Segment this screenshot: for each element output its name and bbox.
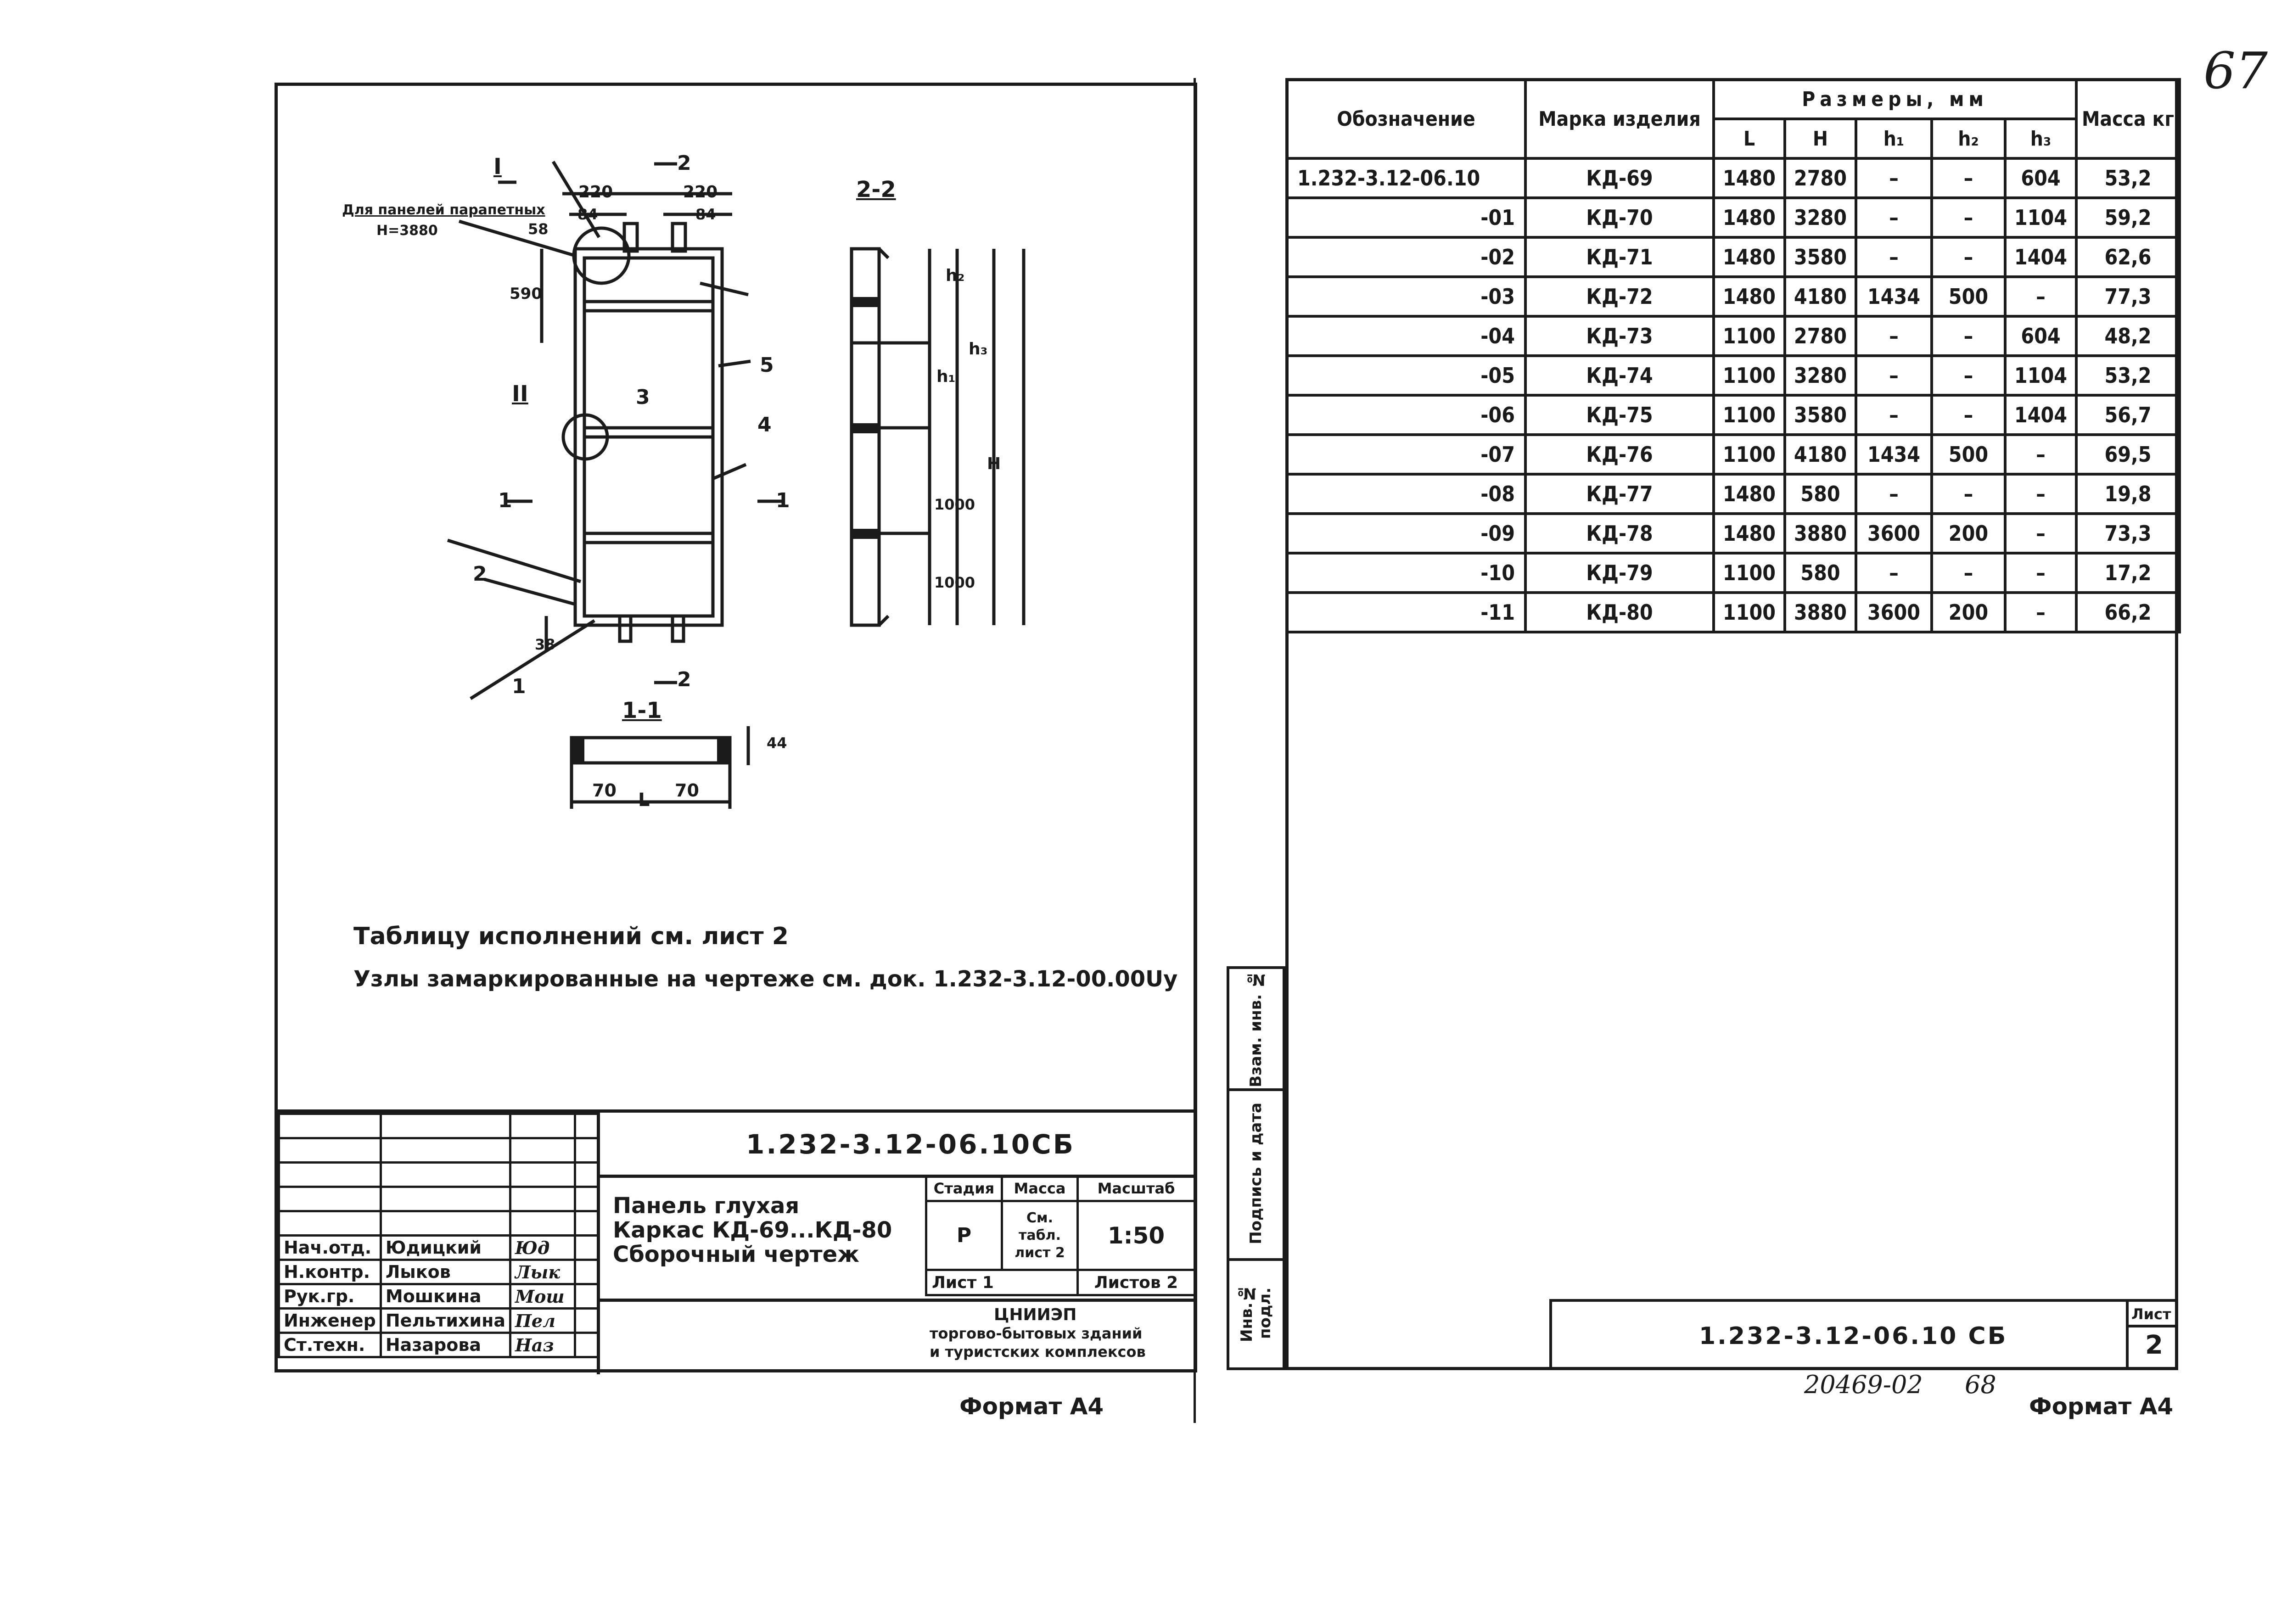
table-cell: 1104 — [2005, 198, 2076, 237]
table-cell: КД-77 — [1525, 474, 1714, 514]
table-cell: -11 — [1287, 593, 1525, 632]
signer-name: Юдицкий — [381, 1236, 510, 1260]
signer-name: Лыков — [381, 1260, 510, 1284]
table-cell: 48,2 — [2076, 316, 2180, 356]
table-cell: – — [2005, 474, 2076, 514]
table-cell: 604 — [2005, 158, 2076, 198]
node-label-I: I — [493, 154, 502, 179]
table-cell: 1480 — [1714, 198, 1785, 237]
table-cell: 4180 — [1785, 277, 1856, 316]
header-sizes: Размеры, мм — [1714, 79, 2076, 119]
table-cell: 2780 — [1785, 158, 1856, 198]
signer-signature: Мош — [510, 1284, 575, 1309]
table-cell: 3580 — [1785, 395, 1856, 435]
table-cell: КД-69 — [1525, 158, 1714, 198]
archive-number: 20469-02 — [1804, 1370, 1923, 1399]
table-cell: КД-70 — [1525, 198, 1714, 237]
table-cell: 62,6 — [2076, 237, 2180, 277]
drawing-title-line-2: Каркас КД-69...КД-80 — [613, 1217, 892, 1243]
table-cell: 2780 — [1785, 316, 1856, 356]
drawing-title-line-3: Сборочный чертеж — [613, 1242, 859, 1267]
table-cell: 1434 — [1856, 435, 1932, 474]
table-row — [1287, 158, 2180, 198]
archive-page: 68 — [1965, 1370, 1996, 1399]
dim-84-left: 84 — [577, 206, 598, 223]
right-stamp-code: 1.232-3.12-06.10 СБ — [1699, 1322, 2008, 1350]
table-cell: – — [1932, 474, 2005, 514]
table-cell: – — [1856, 553, 1932, 593]
scale-label: Масштаб — [1078, 1176, 1195, 1201]
drawing-code: 1.232-3.12-06.10СБ — [746, 1129, 1075, 1160]
table-row — [1287, 356, 2180, 395]
dim-h3: h₃ — [969, 340, 988, 358]
signer-row — [279, 1333, 598, 1357]
table-cell: 1480 — [1714, 277, 1785, 316]
dim-70-left: 70 — [592, 780, 617, 801]
header-mark: Марка изделия — [1525, 79, 1714, 158]
dim-1000-upper: 1000 — [934, 496, 975, 513]
table-cell: -01 — [1287, 198, 1525, 237]
table-cell: -06 — [1287, 395, 1525, 435]
org-line-2: торгово-бытовых зданий — [930, 1325, 1143, 1342]
table-cell: 1480 — [1714, 514, 1785, 553]
dim-H: H — [987, 454, 1001, 473]
table-cell: 1480 — [1714, 237, 1785, 277]
table-cell: 1480 — [1714, 474, 1785, 514]
signer-signature: Юд — [510, 1236, 575, 1260]
table-cell: -05 — [1287, 356, 1525, 395]
table-cell: 1404 — [2005, 395, 2076, 435]
table-cell: – — [1856, 474, 1932, 514]
table-cell: 580 — [1785, 474, 1856, 514]
table-cell: 3880 — [1785, 514, 1856, 553]
table-cell: 1100 — [1714, 553, 1785, 593]
signer-signature: Пел — [510, 1309, 575, 1333]
cut-1-right: 1 — [776, 489, 790, 512]
table-cell: -07 — [1287, 435, 1525, 474]
signer-role: Ст.техн. — [279, 1333, 381, 1357]
table-cell: КД-73 — [1525, 316, 1714, 356]
side-label-strip — [1227, 966, 1285, 1370]
format-label-right: Формат А4 — [2029, 1393, 2174, 1420]
corner-page-number: 67 — [2203, 41, 2268, 100]
org-line-3: и туристских комплексов — [930, 1343, 1146, 1361]
dim-h1: h₁ — [936, 367, 956, 386]
table-cell: 580 — [1785, 553, 1856, 593]
table-cell: – — [1932, 198, 2005, 237]
position-4: 4 — [757, 413, 772, 437]
table-cell: КД-76 — [1525, 435, 1714, 474]
table-cell: – — [1856, 316, 1932, 356]
table-cell: -02 — [1287, 237, 1525, 277]
header-col-H: H — [1785, 119, 1856, 158]
right-stamp — [1549, 1299, 2178, 1370]
header-designation: Обозначение — [1287, 79, 1525, 158]
signer-name: Пельтихина — [381, 1309, 510, 1333]
table-cell: – — [1932, 553, 2005, 593]
table-cell: 200 — [1932, 514, 2005, 553]
table-cell: КД-75 — [1525, 395, 1714, 435]
mass-label: Масса — [1002, 1176, 1078, 1201]
table-cell: 1100 — [1714, 316, 1785, 356]
table-cell: КД-80 — [1525, 593, 1714, 632]
callout-parapet-h: H=3880 — [376, 223, 438, 239]
note-table-reference: Таблицу исполнений см. лист 2 — [353, 923, 789, 950]
table-cell: – — [2005, 277, 2076, 316]
table-cell: – — [2005, 593, 2076, 632]
table-cell: 4180 — [1785, 435, 1856, 474]
signer-role: Н.контр. — [279, 1260, 381, 1284]
table-row — [1287, 277, 2180, 316]
dim-590: 590 — [510, 285, 542, 303]
header-col-L: L — [1714, 119, 1785, 158]
assembly-drawing — [278, 86, 1194, 1109]
stage-mass-scale-table — [925, 1175, 1196, 1296]
table-cell: 17,2 — [2076, 553, 2180, 593]
table-cell: – — [1932, 395, 2005, 435]
node-label-II: II — [512, 381, 528, 407]
table-cell: КД-74 — [1525, 356, 1714, 395]
signer-role: Рук.гр. — [279, 1284, 381, 1309]
section-label-1-1: 1-1 — [622, 698, 662, 723]
table-cell: -03 — [1287, 277, 1525, 316]
table-row — [1287, 198, 2180, 237]
side-label-signature-date: Подпись и дата — [1247, 1102, 1265, 1244]
side-label-inventory: Инв.№ подл. — [1238, 1284, 1274, 1343]
table-cell: 500 — [1932, 435, 2005, 474]
table-cell: 66,2 — [2076, 593, 2180, 632]
table-cell: 69,5 — [2076, 435, 2180, 474]
signer-row — [279, 1284, 598, 1309]
table-cell: 73,3 — [2076, 514, 2180, 553]
table-cell: 3880 — [1785, 593, 1856, 632]
dim-44-section: 44 — [767, 734, 787, 752]
table-cell: – — [2005, 514, 2076, 553]
table-cell: – — [1932, 237, 2005, 277]
table-cell: КД-79 — [1525, 553, 1714, 593]
dim-220-left: 220 — [578, 183, 613, 202]
mass-value: См. табл. лист 2 — [1002, 1201, 1078, 1270]
dim-220-right: 220 — [683, 183, 718, 202]
signer-name: Мошкина — [381, 1284, 510, 1309]
table-cell: 3580 — [1785, 237, 1856, 277]
table-cell: 53,2 — [2076, 158, 2180, 198]
signer-signature: Наз — [510, 1333, 575, 1357]
dim-38: 38 — [535, 636, 555, 653]
table-cell: 56,7 — [2076, 395, 2180, 435]
table-row — [1287, 395, 2180, 435]
table-cell: -08 — [1287, 474, 1525, 514]
table-cell: 3280 — [1785, 198, 1856, 237]
table-cell: 1104 — [2005, 356, 2076, 395]
table-cell: 1.232-3.12-06.10 — [1287, 158, 1525, 198]
table-row — [1287, 474, 2180, 514]
execution-table — [1285, 78, 2181, 633]
header-col-h3: h₃ — [2005, 119, 2076, 158]
side-label-replace: Взам. инв. № — [1247, 970, 1265, 1087]
table-row — [1287, 435, 2180, 474]
signer-name: Назарова — [381, 1333, 510, 1357]
signer-role: Нач.отд. — [279, 1236, 381, 1260]
dim-L: L — [638, 790, 650, 811]
table-cell: 3600 — [1856, 593, 1932, 632]
table-cell: 59,2 — [2076, 198, 2180, 237]
signature-table — [278, 1113, 599, 1358]
table-cell: – — [2005, 435, 2076, 474]
note-nodes-reference: Узлы замаркированные на чертеже см. док. 1.232-3.12-00.00Uу — [353, 966, 1178, 992]
callout-parapet: Для панелей парапетных — [342, 202, 545, 218]
execution-table-body — [1287, 158, 2180, 632]
table-cell: КД-78 — [1525, 514, 1714, 553]
table-cell: 604 — [2005, 316, 2076, 356]
table-cell: – — [1856, 395, 1932, 435]
table-cell: – — [1932, 356, 2005, 395]
table-cell: – — [1856, 158, 1932, 198]
signer-signature: Лык — [510, 1260, 575, 1284]
stage-label: Стадия — [926, 1176, 1002, 1201]
table-cell: -09 — [1287, 514, 1525, 553]
table-cell: -10 — [1287, 553, 1525, 593]
dim-h2: h₂ — [946, 266, 965, 285]
title-block — [278, 1109, 1196, 1374]
table-cell: 1434 — [1856, 277, 1932, 316]
cut-1-left: 1 — [498, 489, 512, 512]
table-cell: 1404 — [2005, 237, 2076, 277]
position-2: 2 — [473, 562, 487, 586]
sheet-number: Лист 1 — [926, 1270, 1078, 1295]
drawing-title-line-1: Панель глухая — [613, 1193, 800, 1219]
dim-1000-lower: 1000 — [934, 574, 975, 591]
dim-70-right: 70 — [675, 780, 699, 801]
signer-row — [279, 1309, 598, 1333]
org-line-1: ЦНИИЭП — [994, 1305, 1077, 1324]
section-label-2-2: 2-2 — [856, 177, 896, 202]
table-cell: 3280 — [1785, 356, 1856, 395]
format-label-left: Формат А4 — [959, 1393, 1104, 1420]
position-1: 1 — [512, 675, 526, 698]
table-row — [1287, 237, 2180, 277]
table-cell: 200 — [1932, 593, 2005, 632]
table-cell: КД-72 — [1525, 277, 1714, 316]
signer-row — [279, 1260, 598, 1284]
drawing-svg — [278, 86, 1194, 1109]
table-row — [1287, 514, 2180, 553]
table-cell: 1100 — [1714, 356, 1785, 395]
header-mass: Масса кг — [2076, 79, 2180, 158]
right-stamp-sheet-label: Лист — [2131, 1305, 2171, 1323]
table-cell: – — [1856, 237, 1932, 277]
cut-2-top: 2 — [677, 151, 691, 175]
table-cell: – — [1932, 158, 2005, 198]
table-cell: 53,2 — [2076, 356, 2180, 395]
table-cell: 1100 — [1714, 395, 1785, 435]
scale-value: 1:50 — [1078, 1201, 1195, 1270]
table-cell: 1100 — [1714, 435, 1785, 474]
table-cell: 500 — [1932, 277, 2005, 316]
signer-row — [279, 1236, 598, 1260]
cut-2-bottom: 2 — [677, 668, 691, 691]
header-col-h1: h₁ — [1856, 119, 1932, 158]
table-cell: – — [1856, 356, 1932, 395]
table-cell: – — [2005, 553, 2076, 593]
header-col-h2: h₂ — [1932, 119, 2005, 158]
table-cell: -04 — [1287, 316, 1525, 356]
dim-58: 58 — [528, 220, 549, 238]
right-stamp-sheet-number: 2 — [2145, 1330, 2163, 1360]
table-row — [1287, 553, 2180, 593]
position-5: 5 — [760, 353, 774, 377]
table-cell: 19,8 — [2076, 474, 2180, 514]
sheet-divider — [1194, 78, 1196, 1423]
table-cell: 77,3 — [2076, 277, 2180, 316]
table-cell: – — [1856, 198, 1932, 237]
table-row — [1287, 316, 2180, 356]
position-3: 3 — [636, 386, 650, 409]
table-row — [1287, 593, 2180, 632]
table-cell: – — [1932, 316, 2005, 356]
sheet-count: Листов 2 — [1078, 1270, 1195, 1295]
table-cell: КД-71 — [1525, 237, 1714, 277]
dim-84-right: 84 — [695, 206, 716, 223]
table-cell: 3600 — [1856, 514, 1932, 553]
signer-role: Инженер — [279, 1309, 381, 1333]
table-cell: 1480 — [1714, 158, 1785, 198]
stage-value: Р — [926, 1201, 1002, 1270]
table-cell: 1100 — [1714, 593, 1785, 632]
